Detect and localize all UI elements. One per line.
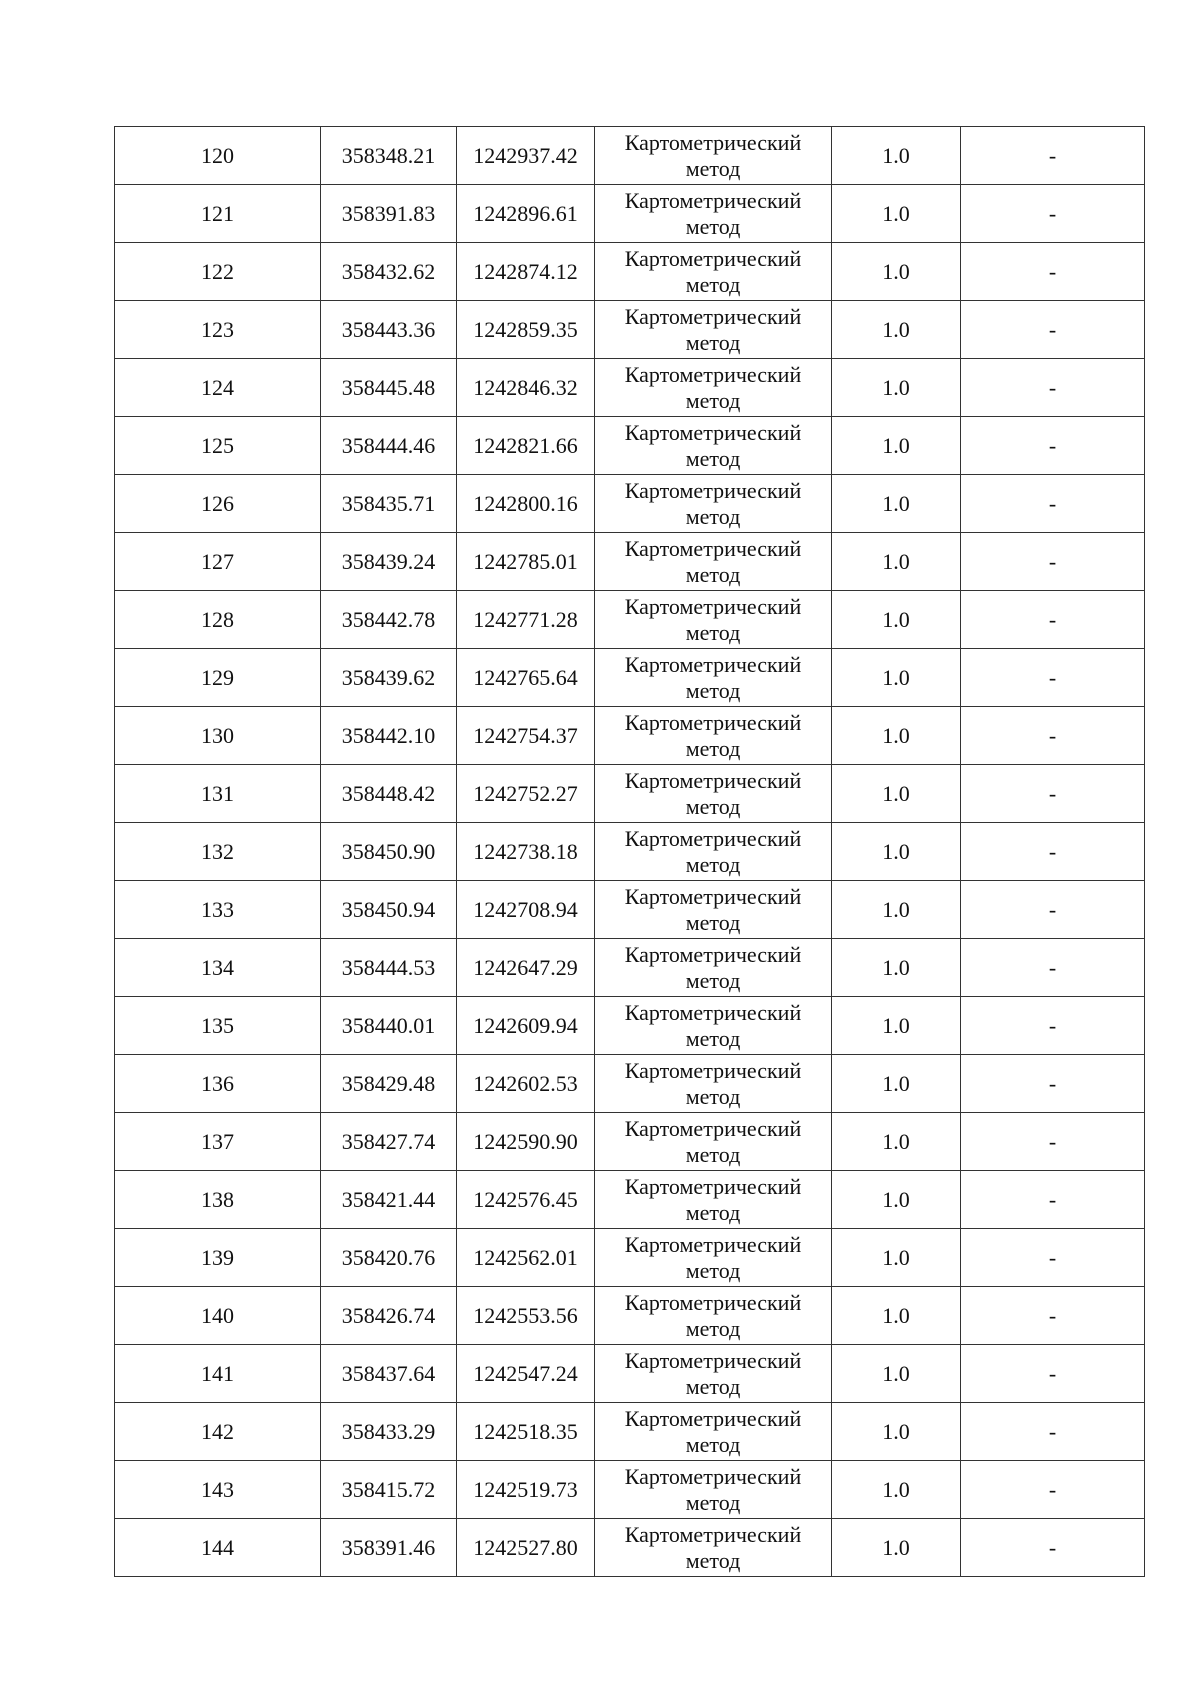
accuracy-cell: 1.0 xyxy=(832,243,961,301)
note-cell: - xyxy=(961,417,1145,475)
y-coordinate-cell: 1242562.01 xyxy=(457,1229,595,1287)
method-cell xyxy=(595,127,832,185)
y-coordinate-cell: 1242785.01 xyxy=(457,533,595,591)
y-coordinate-cell: 1242708.94 xyxy=(457,881,595,939)
method-line-2: метод xyxy=(685,619,741,645)
point-number-cell: 123 xyxy=(115,301,321,359)
method-cell xyxy=(595,1403,832,1461)
note-cell: - xyxy=(961,1229,1145,1287)
method-line-2: метод xyxy=(685,1083,741,1109)
y-coordinate-cell: 1242874.12 xyxy=(457,243,595,301)
method-cell xyxy=(595,1171,832,1229)
x-coordinate-cell: 358348.21 xyxy=(321,127,457,185)
method-line-2: метод xyxy=(685,503,741,529)
x-coordinate-cell: 358391.83 xyxy=(321,185,457,243)
point-number-cell: 136 xyxy=(115,1055,321,1113)
method-line-1: Картометрический xyxy=(624,1405,802,1431)
x-coordinate-cell: 358433.29 xyxy=(321,1403,457,1461)
y-coordinate-cell: 1242553.56 xyxy=(457,1287,595,1345)
point-number-cell: 130 xyxy=(115,707,321,765)
point-number-cell: 126 xyxy=(115,475,321,533)
y-coordinate-cell: 1242765.64 xyxy=(457,649,595,707)
method-line-1: Картометрический xyxy=(624,767,802,793)
y-coordinate-cell: 1242859.35 xyxy=(457,301,595,359)
note-cell: - xyxy=(961,475,1145,533)
method-line-2: метод xyxy=(685,735,741,761)
y-coordinate-cell: 1242771.28 xyxy=(457,591,595,649)
method-line-1: Картометрический xyxy=(624,593,802,619)
method-line-1: Картометрический xyxy=(624,1289,802,1315)
point-number-cell: 143 xyxy=(115,1461,321,1519)
x-coordinate-cell: 358448.42 xyxy=(321,765,457,823)
x-coordinate-cell: 358442.78 xyxy=(321,591,457,649)
note-cell: - xyxy=(961,649,1145,707)
method-line-1: Картометрический xyxy=(624,1173,802,1199)
accuracy-cell: 1.0 xyxy=(832,127,961,185)
method-line-2: метод xyxy=(685,561,741,587)
method-line-1: Картометрический xyxy=(624,651,802,677)
x-coordinate-cell: 358442.10 xyxy=(321,707,457,765)
accuracy-cell: 1.0 xyxy=(832,591,961,649)
method-cell xyxy=(595,475,832,533)
x-coordinate-cell: 358444.53 xyxy=(321,939,457,997)
table-row xyxy=(115,127,1145,185)
point-number-cell: 132 xyxy=(115,823,321,881)
x-coordinate-cell: 358432.62 xyxy=(321,243,457,301)
point-number-cell: 129 xyxy=(115,649,321,707)
x-coordinate-cell: 358440.01 xyxy=(321,997,457,1055)
method-cell xyxy=(595,243,832,301)
method-cell xyxy=(595,1287,832,1345)
point-number-cell: 138 xyxy=(115,1171,321,1229)
point-number-cell: 135 xyxy=(115,997,321,1055)
accuracy-cell: 1.0 xyxy=(832,1113,961,1171)
x-coordinate-cell: 358437.64 xyxy=(321,1345,457,1403)
point-number-cell: 124 xyxy=(115,359,321,417)
x-coordinate-cell: 358450.90 xyxy=(321,823,457,881)
accuracy-cell: 1.0 xyxy=(832,649,961,707)
method-cell xyxy=(595,1461,832,1519)
note-cell: - xyxy=(961,1345,1145,1403)
method-cell xyxy=(595,1055,832,1113)
method-line-1: Картометрический xyxy=(624,361,802,387)
method-line-2: метод xyxy=(685,1025,741,1051)
table-row xyxy=(115,301,1145,359)
accuracy-cell: 1.0 xyxy=(832,823,961,881)
point-number-cell: 127 xyxy=(115,533,321,591)
point-number-cell: 121 xyxy=(115,185,321,243)
x-coordinate-cell: 358445.48 xyxy=(321,359,457,417)
y-coordinate-cell: 1242602.53 xyxy=(457,1055,595,1113)
method-line-1: Картометрический xyxy=(624,883,802,909)
table-row xyxy=(115,765,1145,823)
x-coordinate-cell: 358450.94 xyxy=(321,881,457,939)
x-coordinate-cell: 358427.74 xyxy=(321,1113,457,1171)
note-cell: - xyxy=(961,185,1145,243)
y-coordinate-cell: 1242754.37 xyxy=(457,707,595,765)
coordinates-table xyxy=(114,126,1145,1577)
method-line-2: метод xyxy=(685,851,741,877)
method-cell xyxy=(595,1229,832,1287)
table-row xyxy=(115,1171,1145,1229)
note-cell: - xyxy=(961,1461,1145,1519)
table-row xyxy=(115,417,1145,475)
accuracy-cell: 1.0 xyxy=(832,939,961,997)
method-cell xyxy=(595,1113,832,1171)
accuracy-cell: 1.0 xyxy=(832,417,961,475)
y-coordinate-cell: 1242527.80 xyxy=(457,1519,595,1577)
y-coordinate-cell: 1242821.66 xyxy=(457,417,595,475)
method-line-2: метод xyxy=(685,213,741,239)
method-line-1: Картометрический xyxy=(624,825,802,851)
y-coordinate-cell: 1242647.29 xyxy=(457,939,595,997)
method-line-2: метод xyxy=(685,155,741,181)
table-row xyxy=(115,1519,1145,1577)
method-cell xyxy=(595,939,832,997)
method-line-2: метод xyxy=(685,1141,741,1167)
method-line-2: метод xyxy=(685,1257,741,1283)
note-cell: - xyxy=(961,765,1145,823)
method-cell xyxy=(595,533,832,591)
point-number-cell: 140 xyxy=(115,1287,321,1345)
accuracy-cell: 1.0 xyxy=(832,765,961,823)
table-row xyxy=(115,997,1145,1055)
accuracy-cell: 1.0 xyxy=(832,185,961,243)
point-number-cell: 128 xyxy=(115,591,321,649)
table-row xyxy=(115,475,1145,533)
x-coordinate-cell: 358426.74 xyxy=(321,1287,457,1345)
point-number-cell: 122 xyxy=(115,243,321,301)
y-coordinate-cell: 1242576.45 xyxy=(457,1171,595,1229)
accuracy-cell: 1.0 xyxy=(832,1171,961,1229)
accuracy-cell: 1.0 xyxy=(832,301,961,359)
y-coordinate-cell: 1242518.35 xyxy=(457,1403,595,1461)
point-number-cell: 144 xyxy=(115,1519,321,1577)
note-cell: - xyxy=(961,1113,1145,1171)
point-number-cell: 141 xyxy=(115,1345,321,1403)
x-coordinate-cell: 358444.46 xyxy=(321,417,457,475)
note-cell: - xyxy=(961,533,1145,591)
x-coordinate-cell: 358420.76 xyxy=(321,1229,457,1287)
y-coordinate-cell: 1242937.42 xyxy=(457,127,595,185)
point-number-cell: 134 xyxy=(115,939,321,997)
accuracy-cell: 1.0 xyxy=(832,1403,961,1461)
point-number-cell: 142 xyxy=(115,1403,321,1461)
note-cell: - xyxy=(961,591,1145,649)
method-cell xyxy=(595,1519,832,1577)
note-cell: - xyxy=(961,301,1145,359)
table-row xyxy=(115,243,1145,301)
method-line-1: Картометрический xyxy=(624,419,802,445)
table-row xyxy=(115,649,1145,707)
method-line-1: Картометрический xyxy=(624,941,802,967)
y-coordinate-cell: 1242590.90 xyxy=(457,1113,595,1171)
method-line-1: Картометрический xyxy=(624,999,802,1025)
x-coordinate-cell: 358443.36 xyxy=(321,301,457,359)
y-coordinate-cell: 1242846.32 xyxy=(457,359,595,417)
note-cell: - xyxy=(961,707,1145,765)
method-cell xyxy=(595,301,832,359)
method-cell xyxy=(595,417,832,475)
point-number-cell: 125 xyxy=(115,417,321,475)
method-line-2: метод xyxy=(685,1199,741,1225)
method-cell xyxy=(595,765,832,823)
method-line-1: Картометрический xyxy=(624,303,802,329)
x-coordinate-cell: 358439.62 xyxy=(321,649,457,707)
method-cell xyxy=(595,591,832,649)
method-cell xyxy=(595,997,832,1055)
method-line-2: метод xyxy=(685,1315,741,1341)
note-cell: - xyxy=(961,1519,1145,1577)
method-line-2: метод xyxy=(685,1547,741,1573)
point-number-cell: 131 xyxy=(115,765,321,823)
method-cell xyxy=(595,185,832,243)
method-line-2: метод xyxy=(685,1373,741,1399)
x-coordinate-cell: 358435.71 xyxy=(321,475,457,533)
note-cell: - xyxy=(961,127,1145,185)
table-row xyxy=(115,707,1145,765)
table-row xyxy=(115,881,1145,939)
method-cell xyxy=(595,881,832,939)
accuracy-cell: 1.0 xyxy=(832,1287,961,1345)
method-line-1: Картометрический xyxy=(624,1231,802,1257)
method-line-2: метод xyxy=(685,1489,741,1515)
table-row xyxy=(115,359,1145,417)
note-cell: - xyxy=(961,881,1145,939)
method-cell xyxy=(595,707,832,765)
point-number-cell: 133 xyxy=(115,881,321,939)
method-line-1: Картометрический xyxy=(624,477,802,503)
note-cell: - xyxy=(961,823,1145,881)
accuracy-cell: 1.0 xyxy=(832,1519,961,1577)
method-line-1: Картометрический xyxy=(624,245,802,271)
note-cell: - xyxy=(961,243,1145,301)
method-line-2: метод xyxy=(685,329,741,355)
y-coordinate-cell: 1242800.16 xyxy=(457,475,595,533)
table-row xyxy=(115,1403,1145,1461)
accuracy-cell: 1.0 xyxy=(832,1055,961,1113)
method-line-1: Картометрический xyxy=(624,709,802,735)
method-line-2: метод xyxy=(685,909,741,935)
table-row xyxy=(115,1287,1145,1345)
method-line-1: Картометрический xyxy=(624,535,802,561)
method-line-2: метод xyxy=(685,967,741,993)
accuracy-cell: 1.0 xyxy=(832,707,961,765)
accuracy-cell: 1.0 xyxy=(832,1461,961,1519)
note-cell: - xyxy=(961,1055,1145,1113)
table-row xyxy=(115,1345,1145,1403)
note-cell: - xyxy=(961,1403,1145,1461)
method-line-1: Картометрический xyxy=(624,1057,802,1083)
note-cell: - xyxy=(961,997,1145,1055)
table-row xyxy=(115,533,1145,591)
method-line-2: метод xyxy=(685,1431,741,1457)
x-coordinate-cell: 358421.44 xyxy=(321,1171,457,1229)
accuracy-cell: 1.0 xyxy=(832,881,961,939)
note-cell: - xyxy=(961,1287,1145,1345)
method-cell xyxy=(595,359,832,417)
table-row xyxy=(115,1113,1145,1171)
x-coordinate-cell: 358429.48 xyxy=(321,1055,457,1113)
method-line-2: метод xyxy=(685,445,741,471)
accuracy-cell: 1.0 xyxy=(832,475,961,533)
table-row xyxy=(115,1229,1145,1287)
point-number-cell: 120 xyxy=(115,127,321,185)
accuracy-cell: 1.0 xyxy=(832,1229,961,1287)
x-coordinate-cell: 358391.46 xyxy=(321,1519,457,1577)
method-cell xyxy=(595,649,832,707)
method-line-2: метод xyxy=(685,271,741,297)
note-cell: - xyxy=(961,939,1145,997)
point-number-cell: 139 xyxy=(115,1229,321,1287)
method-line-2: метод xyxy=(685,387,741,413)
accuracy-cell: 1.0 xyxy=(832,997,961,1055)
y-coordinate-cell: 1242609.94 xyxy=(457,997,595,1055)
method-line-1: Картометрический xyxy=(624,1115,802,1141)
coordinates-table-body xyxy=(115,127,1145,1577)
accuracy-cell: 1.0 xyxy=(832,533,961,591)
method-line-2: метод xyxy=(685,793,741,819)
note-cell: - xyxy=(961,359,1145,417)
table-row xyxy=(115,823,1145,881)
table-row xyxy=(115,591,1145,649)
method-line-1: Картометрический xyxy=(624,1347,802,1373)
accuracy-cell: 1.0 xyxy=(832,1345,961,1403)
y-coordinate-cell: 1242752.27 xyxy=(457,765,595,823)
y-coordinate-cell: 1242547.24 xyxy=(457,1345,595,1403)
method-line-1: Картометрический xyxy=(624,187,802,213)
table-row xyxy=(115,185,1145,243)
method-line-1: Картометрический xyxy=(624,1521,802,1547)
method-line-2: метод xyxy=(685,677,741,703)
x-coordinate-cell: 358439.24 xyxy=(321,533,457,591)
table-row xyxy=(115,1461,1145,1519)
table-row xyxy=(115,1055,1145,1113)
accuracy-cell: 1.0 xyxy=(832,359,961,417)
y-coordinate-cell: 1242896.61 xyxy=(457,185,595,243)
method-cell xyxy=(595,1345,832,1403)
y-coordinate-cell: 1242519.73 xyxy=(457,1461,595,1519)
table-row xyxy=(115,939,1145,997)
x-coordinate-cell: 358415.72 xyxy=(321,1461,457,1519)
method-line-1: Картометрический xyxy=(624,129,802,155)
y-coordinate-cell: 1242738.18 xyxy=(457,823,595,881)
note-cell: - xyxy=(961,1171,1145,1229)
point-number-cell: 137 xyxy=(115,1113,321,1171)
method-cell xyxy=(595,823,832,881)
method-line-1: Картометрический xyxy=(624,1463,802,1489)
